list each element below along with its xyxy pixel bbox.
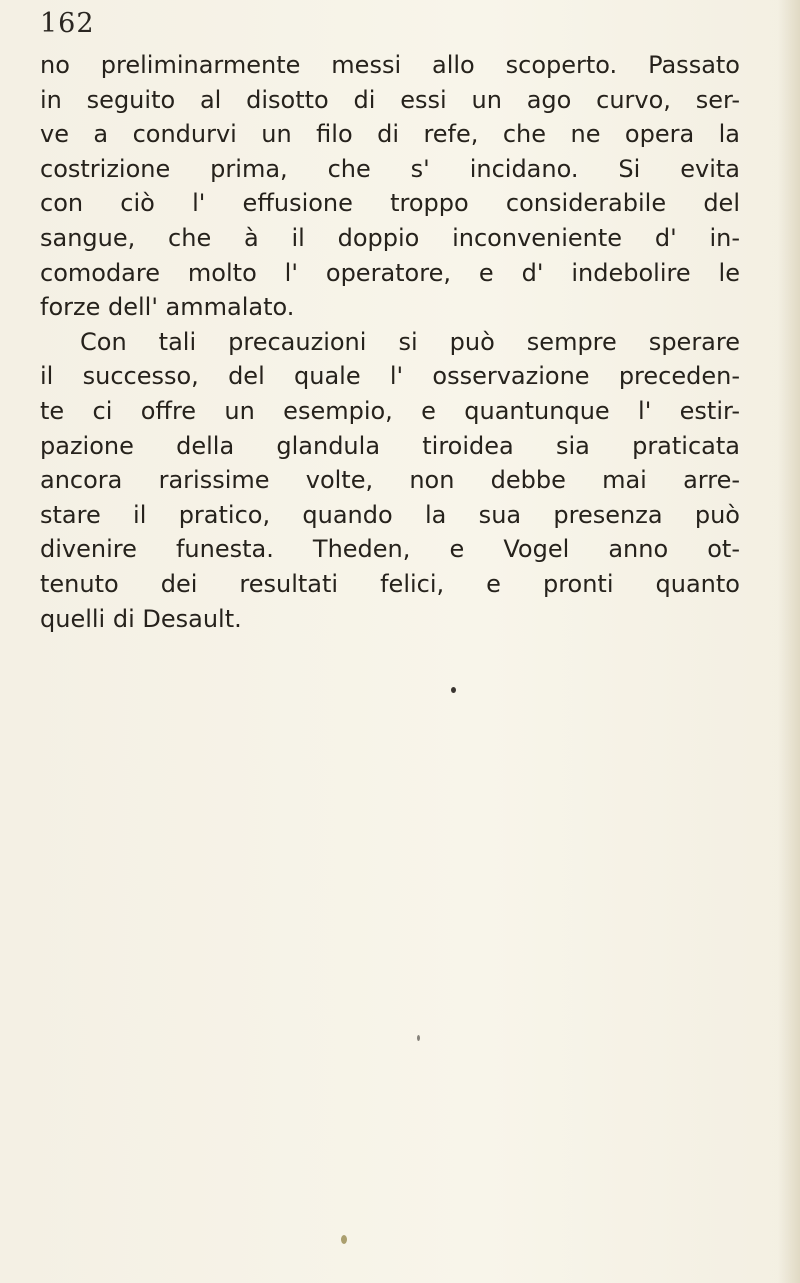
ink-speck (341, 1235, 347, 1244)
text-line: no preliminarmente messi allo scoperto. Passato (40, 51, 740, 79)
paragraph-2 (40, 325, 740, 636)
text-line: Con tali precauzioni si può sempre sperare (80, 327, 740, 356)
text-line: quelli di Desault. (40, 604, 242, 633)
text-line: forze dell' ammalato. (40, 293, 295, 322)
text-line: ve a condurvi un filo di refe, che ne opera la (40, 120, 740, 149)
text-line: stare il pratico, quando la sua presenza può (40, 500, 740, 529)
text-line: in seguito al disotto di essi un ago curvo, ser- (40, 85, 740, 114)
text-line: con ciò l' effusione troppo considerabile del (40, 189, 740, 218)
text-line: il successo, del quale l' osservazione preceden- (40, 362, 740, 391)
body-text (40, 48, 740, 636)
paragraph-1 (40, 48, 740, 325)
text-line: divenire funesta. Theden, e Vogel anno ot- (40, 535, 740, 564)
page-number: 162 (40, 8, 95, 39)
text-line: comodare molto l' operatore, e d' indebolire le (40, 258, 740, 287)
text-line: costrizione prima, che s' incidano. Si evita (40, 154, 740, 183)
page-edge-shadow (778, 0, 800, 1283)
text-line: pazione della glandula tiroidea sia praticata (40, 431, 740, 460)
ink-speck (451, 687, 456, 693)
text-line: ancora rarissime volte, non debbe mai arre- (40, 466, 740, 495)
ink-speck (417, 1035, 420, 1041)
text-line: tenuto dei resultati felici, e pronti quanto (40, 569, 740, 598)
text-line: te ci offre un esempio, e quantunque l' estir- (40, 396, 740, 425)
text-line: sangue, che à il doppio inconveniente d' in- (40, 223, 740, 252)
